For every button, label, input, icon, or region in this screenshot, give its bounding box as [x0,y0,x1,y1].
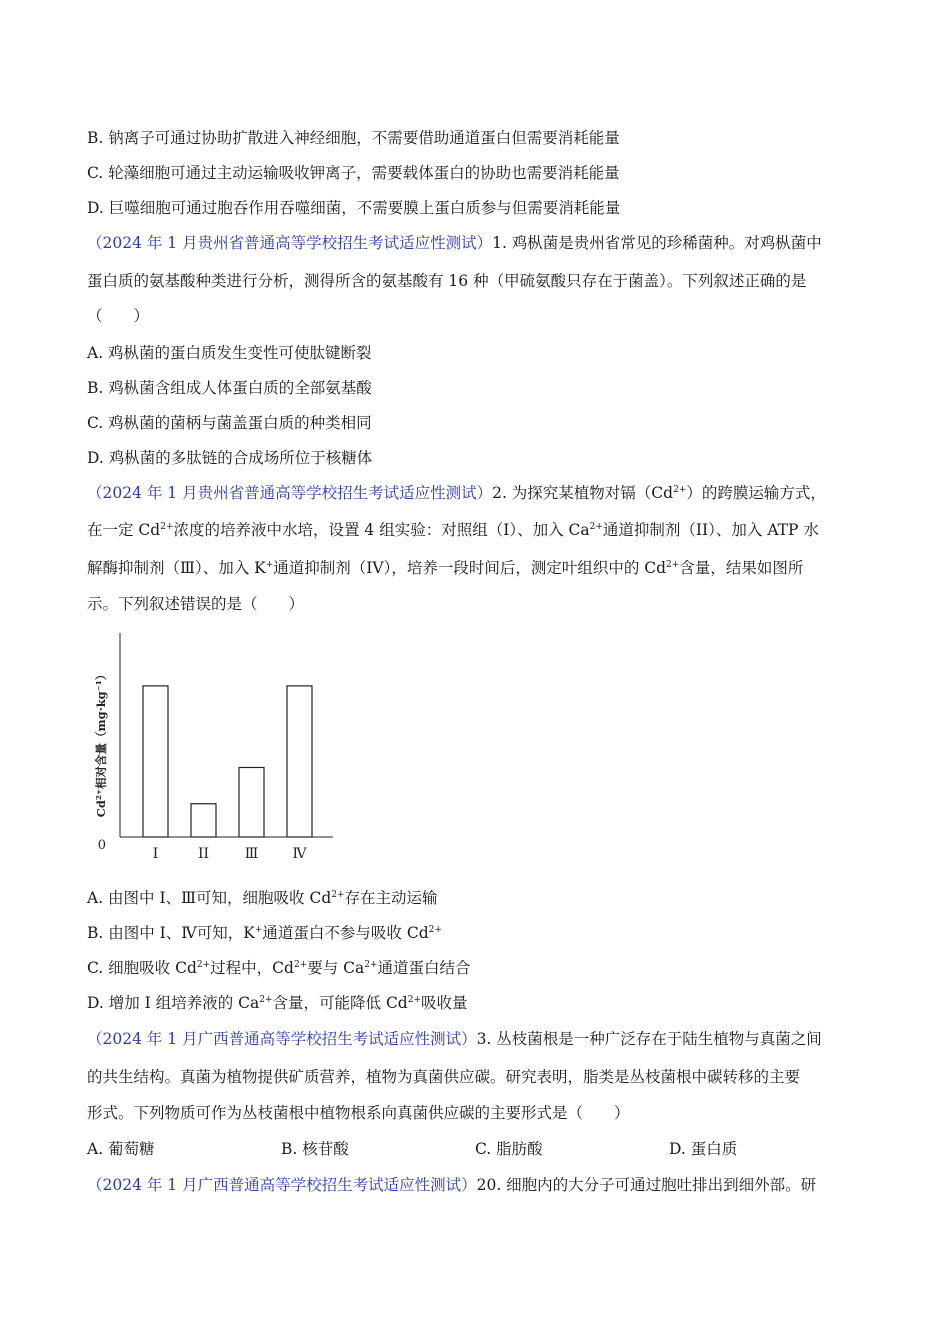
q20-stem-line1: （2024 年 1 月广西普通高等学校招生考试适应性测试）20. 细胞内的大分子可通过胞吐排出到细外部。研 [87,1176,817,1194]
q3-option-c: C. 脂肪酸 [475,1140,543,1158]
q2-option-c: C. 细胞吸收 $Cd^{2+}$过程中，$Cd^{2+}$要与 $Ca^{2+}$通道蛋白结合 [87,959,471,977]
q2-stem-line2: 在一定 $Cd^{2+}$浓度的培养液中水培，设置 4 组实验：对照组（I）、加入 $Ca^{2+}$通道抑制剂（II）、加入 ATP 水 [87,521,819,539]
q1-option-c: C. 鸡枞菌的菌柄与菌盖蛋白质的种类相同 [87,414,372,432]
bar-3 [239,767,264,837]
q2-option-a: A. 由图中 I、Ⅲ可知，细胞吸收 $Cd^{2+}$存在主动运输 [87,889,438,907]
q3-stem-line3: 形式。下列物质可作为丛枝菌根中植物根系向真菌供应碳的主要形式是（ ） [87,1104,630,1122]
x-tick-label-3: Ⅲ [244,846,259,862]
option-b-prev: B. 钠离子可通过协助扩散进入神经细胞，不需要借助通道蛋白但需要消耗能量 [87,129,620,147]
option-d-prev: D. 巨噬细胞可通过胞吞作用吞噬细菌，不需要膜上蛋白质参与但需要消耗能量 [87,199,621,217]
q3-option-b: B. 核苷酸 [281,1140,349,1158]
q1-stem-line2: 蛋白质的氨基酸种类进行分析，测得所含的氨基酸有 16 种（甲硫氨酸只存在于菌盖）。下列叙述正确的是 [87,272,807,290]
q3-stem-line2: 的共生结构。真菌为植物提供矿质营养，植物为真菌供应碳。研究表明，脂类是丛枝菌根中碳转移的主要 [87,1068,801,1086]
q1-stem-line1: （2024 年 1 月贵州省普通高等学校招生考试适应性测试）1. 鸡枞菌是贵州省常见的珍稀菌种。对鸡枞菌中 [87,234,822,252]
bar-4 [287,686,312,837]
q2-option-d: D. 增加 I 组培养液的 $Ca^{2+}$含量，可能降低 $Cd^{2+}$吸收量 [87,994,468,1012]
q2-stem-line4: 示。下列叙述错误的是（ ） [87,595,305,613]
q20-source: （2024 年 1 月广西普通高等学校招生考试适应性测试） [87,1176,477,1194]
q1-option-a: A. 鸡枞菌的蛋白质发生变性可使肽键断裂 [87,344,372,362]
q3-source: （2024 年 1 月广西普通高等学校招生考试适应性测试） [87,1030,477,1048]
q1-option-d: D. 鸡枞菌的多肽链的合成场所位于核糖体 [87,449,373,467]
bar-1 [143,686,168,837]
x-tick-label-4: Ⅳ [292,846,307,862]
x-tick-label-1: I [152,846,159,862]
option-c-prev: C. 轮藻细胞可通过主动运输吸收钾离子，需要载体蛋白的协助也需要消耗能量 [87,164,620,182]
x-tick-label-2: II [197,846,210,862]
q1-stem-line3: （ ） [87,307,150,325]
q3-option-a: A. 葡萄糖 [87,1140,155,1158]
q2-stem-line1: （2024 年 1 月贵州省普通高等学校招生考试适应性测试）2. 为探究某植物对镉$(Cd^{2+})$的跨膜运输方式， [87,484,826,502]
q3-option-d: D. 蛋白质 [669,1140,738,1158]
origin-label: 0 [97,838,106,853]
q2-option-b: B. 由图中 I、Ⅳ可知，K+通道蛋白不参与吸收 $Cd^{2+}$ [87,924,442,942]
q1-option-b: B. 鸡枞菌含组成人体蛋白质的全部氨基酸 [87,379,372,397]
cd-bar-chart [86,625,346,865]
q3-stem-line1: （2024 年 1 月广西普通高等学校招生考试适应性测试）3. 丛枝菌根是一种广泛存在于陆生植物与真菌之间 [87,1030,822,1048]
q2-source: （2024 年 1 月贵州省普通高等学校招生考试适应性测试） [87,484,493,502]
q2-stem-line3: 解酶抑制剂（Ⅲ）、加入 K+通道抑制剂（IV），培养一段时间后，测定叶组织中的 $Cd^{2+}$含量，结果如图所 [87,559,804,577]
bar-2 [191,804,216,837]
q1-source: （2024 年 1 月贵州省普通高等学校招生考试适应性测试） [87,234,493,252]
y-axis-label: Cd²⁺相对含量（mg·kg⁻¹） [94,668,108,818]
